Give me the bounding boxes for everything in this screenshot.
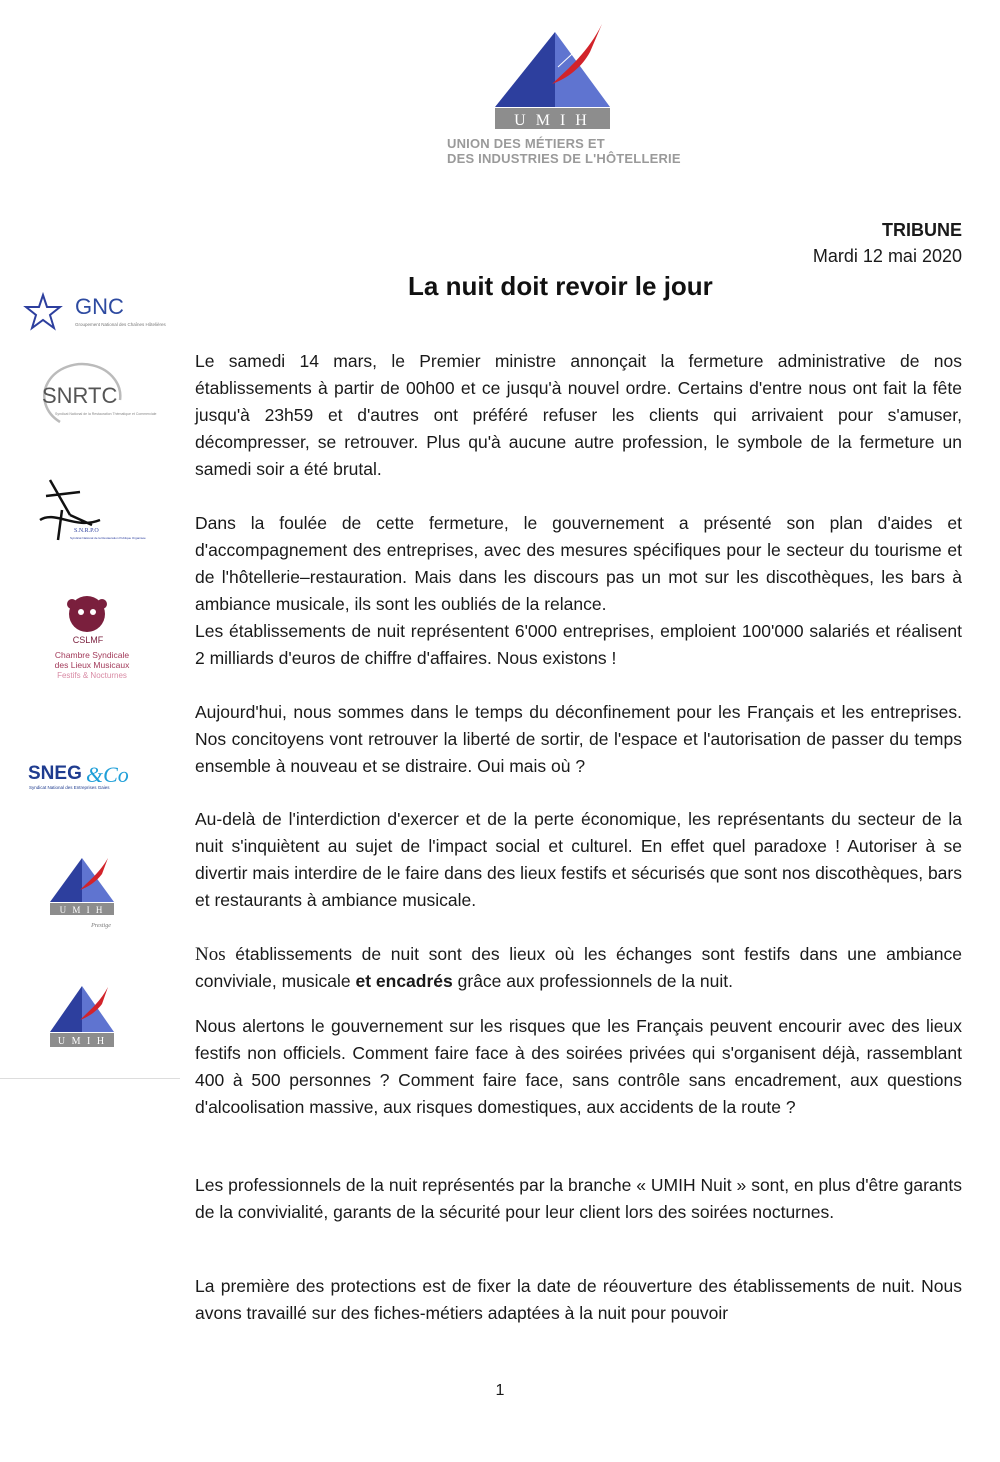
paragraph-5-text: Au-delà de l'interdiction d'exercer et de la perte économique, les représentants du secteur de la nuit s'inquiètent au sujet de l'impact social et culturel. En effet quel paradoxe ! Autoriser à se divertir mais interdire de le faire dans des lieux festifs et sécurisés que sont nos discothèques, bars et restaurants à ambiance musicale. xyxy=(195,809,962,910)
umih-pyramid-left xyxy=(495,32,555,107)
paragraph-6-bold: et encadrés xyxy=(355,971,453,991)
sidebar-divider xyxy=(0,1078,180,1079)
paragraph-9 xyxy=(195,1273,962,1327)
document-date: Mardi 12 mai 2020 xyxy=(812,246,962,266)
cslmf-logo-icon xyxy=(0,588,180,693)
umih-prestige-subtitle: Prestige xyxy=(91,923,111,929)
gnc-logo-text: GNC xyxy=(75,294,124,319)
sidebar-logo-snrtc xyxy=(0,360,180,435)
snrtc-logo-text: SNRTC xyxy=(42,383,118,408)
paragraph-6-text xyxy=(195,941,962,995)
umih-pyramid-icon xyxy=(0,980,180,1060)
paragraph-1-text: Le samedi 14 mars, le Premier ministre annonçait la fermeture administrative de nos établissements à partir de 00h00 et ce jusqu'à nouvel ordre. Certains d'entre nous ont fait la fête jusqu'à 23h59 et d'autres ont préféré refuser les clients qui arrivaient pour s'amuser, décompresser, se retrouver. Plus qu'à aucune autre profession, le symbole de la fermeture un samedi soir a été brutal. xyxy=(195,351,962,479)
umih-prestige-text: U M I H xyxy=(59,905,105,915)
snrpo-logo-text: S.N.R.P.O xyxy=(74,528,99,534)
paragraph-3 xyxy=(195,618,962,672)
sidebar-logo-umih-2 xyxy=(0,980,180,1065)
snrpo-logo-subtitle: Syndicat National de la Restauration Publique Organisée xyxy=(70,536,146,540)
snrtc-logo-subtitle: Syndicat National de la Restauration Thématique et Commerciale xyxy=(55,412,157,416)
paragraph-3-text: Les établissements de nuit représentent 6'000 entreprises, emploient 100'000 salariés et réalisent 2 milliards d'euros de chiffre d'affaires. Nous existons ! xyxy=(195,621,962,668)
paragraph-8 xyxy=(195,1172,962,1226)
paragraph-6-before: établissements de nuit sont des lieux où les échanges sont festifs dans une ambiance conviviale, musicale xyxy=(195,944,962,991)
page-number: 1 xyxy=(495,1382,505,1399)
document-meta xyxy=(813,217,962,269)
paragraph-6 xyxy=(195,941,962,995)
sneg-logo-text: SNEG xyxy=(28,763,82,784)
paragraph-5 xyxy=(195,806,962,914)
paragraph-8-text: Les professionnels de la nuit représentés par la branche « UMIH Nuit » sont, en plus d'être garants de la convivialité, garants de la sécurité pour leur client lors des soirées nocturnes. xyxy=(195,1175,962,1222)
paragraph-7-text: Nous alertons le gouvernement sur les risques que les Français peuvent encourir avec des lieux festifs non officiels. Comment faire face à des soirées privées qui s'organisent déjà, rassemblant 400 à 500 personnes ? Comment faire face, sans contrôle sans encadrement, aux questions d'alcoolisation massive, aux risques domestiques, aux accidents de la route ? xyxy=(195,1016,962,1117)
paragraph-7 xyxy=(195,1013,962,1121)
sidebar-logo-umih-prestige xyxy=(0,852,180,939)
sidebar-logo-snrpo xyxy=(0,470,180,555)
umih-logo-subtitle xyxy=(447,136,687,166)
sidebar-logo-gnc xyxy=(0,290,180,339)
paragraph-4 xyxy=(195,699,962,780)
paragraph-2 xyxy=(195,510,962,618)
sidebar-logo-cslmf xyxy=(0,588,180,698)
umih-logo-text: U M I H xyxy=(514,112,590,129)
umih-prestige-pyramid-icon xyxy=(0,852,180,934)
umih-2-text: U M I H xyxy=(57,1036,107,1047)
umih-subtitle-line1: UNION DES MÉTIERS ET xyxy=(447,136,605,151)
snrtc-logo-icon xyxy=(0,360,180,430)
paragraph-4-text: Aujourd'hui, nous sommes dans le temps du déconfinement pour les Français et les entreprises. Nos concitoyens vont retrouver la liberté de sortir, de l'espace et l'autorisation de passer du temps ensemble à nouveau et se distraire. Oui mais où ? xyxy=(195,702,962,776)
paragraph-1 xyxy=(195,348,962,483)
page-title: La nuit doit revoir le jour xyxy=(408,271,713,301)
paragraph-6-after: grâce aux professionnels de la nuit. xyxy=(452,971,733,991)
paragraph-9-text: La première des protections est de fixer la date de réouverture des établissements de nuit. Nous avons travaillé sur des fiches-métiers adaptées à la nuit pour pouvoir xyxy=(195,1276,962,1323)
gnc-star-icon xyxy=(0,290,180,334)
paragraph-2-text: Dans la foulée de cette fermeture, le gouvernement a présenté son plan d'aides et d'accompagnement des entreprises, avec des mesures spécifiques pour le secteur du tourisme et de l'hôtellerie–restauration. Mais dans les discours pas un mot sur les discothèques, les bars à ambiance musicale, ils sont les oubliés de la relance. xyxy=(195,513,962,614)
snrpo-logo-icon xyxy=(0,470,180,550)
cslmf-subtitle-2: des Lieux Musicaux xyxy=(54,660,130,670)
gnc-logo-subtitle: Groupement National des Chaînes Hôtelières xyxy=(75,322,166,327)
umih-subtitle-line2: DES INDUSTRIES DE L'HÔTELLERIE xyxy=(447,151,681,166)
cslmf-subtitle-1: Chambre Syndicale xyxy=(54,650,130,660)
document-kind: TRIBUNE xyxy=(882,220,962,240)
sneg-logo-icon xyxy=(0,752,180,802)
cslmf-logo-text: CSLMF xyxy=(72,635,104,645)
sneg-logo-subtitle: Syndicat National des Entreprises Gaies xyxy=(29,785,110,790)
umih-pyramid-right xyxy=(555,32,610,107)
umih-logo xyxy=(440,12,670,137)
cslmf-subtitle-3: Festifs & Nocturnes xyxy=(57,671,127,680)
paragraph-6-nos: Nos xyxy=(195,944,226,965)
sidebar-logo-sneg xyxy=(0,752,180,807)
sneg-co-text: &Co xyxy=(86,762,129,787)
